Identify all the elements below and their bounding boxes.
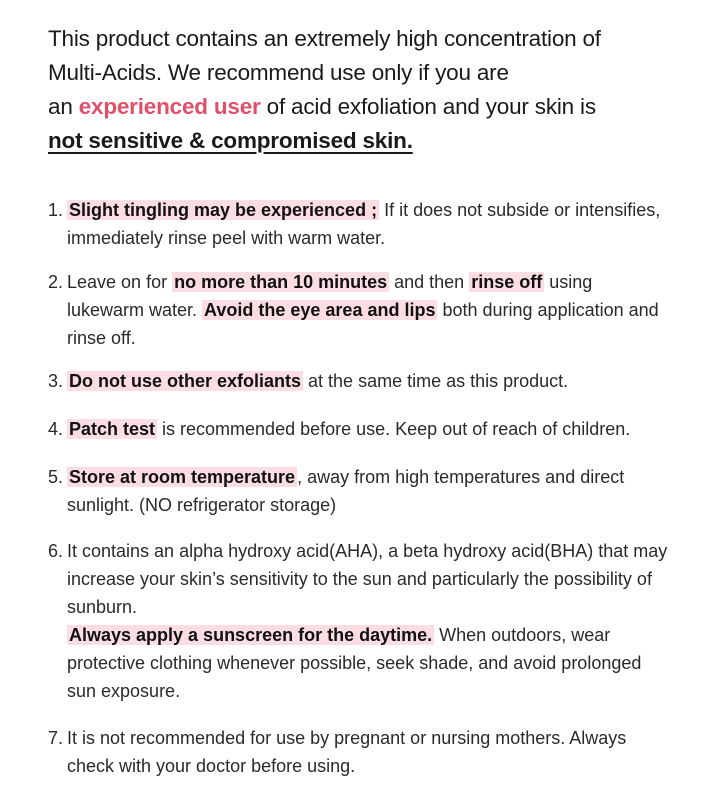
note-number: 4. <box>48 419 64 439</box>
note-number: 6. <box>48 541 64 561</box>
note-highlight: rinse off <box>471 272 543 292</box>
note-item-3 <box>48 367 672 395</box>
note-number: 1. <box>48 200 64 220</box>
not-sensitive-warning: not sensitive & compromised skin. <box>48 128 413 153</box>
note-text: using lukewarm water. <box>67 272 593 320</box>
note-text: and then <box>389 272 470 292</box>
intro-line-3-post: of acid exfoliation and your skin is <box>260 94 596 119</box>
note-item-2 <box>48 268 672 352</box>
note-highlight: no more than 10 minutes <box>174 272 388 292</box>
note-text: If it does not subside or intensifies, immediately rinse peel with warm water. <box>67 200 661 248</box>
note-item-1 <box>48 196 672 252</box>
note-number: 5. <box>48 467 64 487</box>
note-highlight: Store at room temperature <box>69 467 296 487</box>
intro-line-2: Multi-Acids. We recommend use only if you are <box>48 60 509 85</box>
note-highlight: Slight tingling may be experienced ; <box>69 200 378 220</box>
note-number: 7. <box>48 728 64 748</box>
note-highlight: Do not use other exfoliants <box>69 371 302 391</box>
note-text: both during application and rinse off. <box>67 300 659 348</box>
note-text: is recommended before use. Keep out of reach of children. <box>157 419 631 439</box>
note-text: at the same time as this product. <box>303 371 569 391</box>
note-number: 2. <box>48 272 64 292</box>
note-text: When outdoors, wear protective clothing whenever possible, seek shade, and avoid prolonged sun exposure. <box>67 625 642 701</box>
intro-paragraph <box>48 22 672 158</box>
note-item-5 <box>48 463 672 519</box>
usage-notes-list <box>48 196 672 780</box>
intro-line-3-pre: an <box>48 94 79 119</box>
note-highlight: Always apply a sunscreen for the daytime. <box>69 625 433 645</box>
note-highlight: Avoid the eye area and lips <box>204 300 436 320</box>
note-text: It contains an alpha hydroxy acid(AHA), a beta hydroxy acid(BHA) that may increase your skin’s sensitivity to the sun and particularly the possibility of sunburn. <box>67 541 668 617</box>
note-number: 3. <box>48 371 64 391</box>
note-text: It is not recommended for use by pregnant or nursing mothers. Always check with your doctor before using. <box>67 728 627 776</box>
note-item-7 <box>48 724 672 780</box>
note-item-6 <box>48 537 672 705</box>
experienced-user-highlight: experienced user <box>78 94 261 119</box>
note-text: , away from high temperatures and direct sunlight. (NO refrigerator storage) <box>67 467 625 515</box>
note-item-4 <box>48 415 672 443</box>
intro-line-1: This product contains an extremely high concentration of <box>48 26 601 51</box>
note-text: Leave on for <box>67 272 173 292</box>
note-highlight: Patch test <box>69 419 156 439</box>
